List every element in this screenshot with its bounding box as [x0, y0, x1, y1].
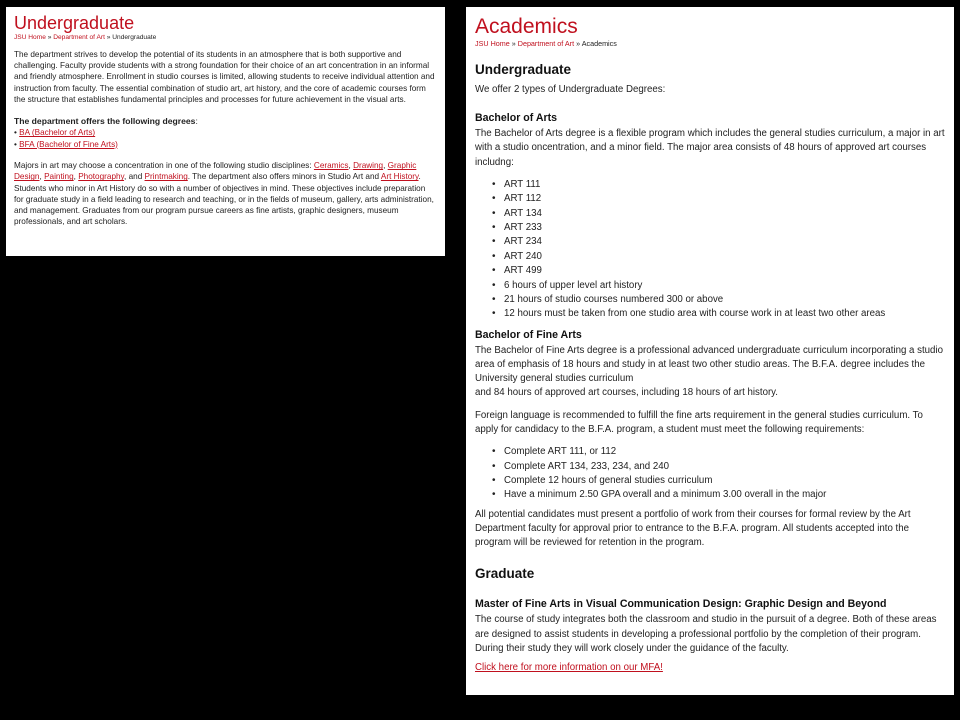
drawing-link[interactable]: Drawing: [353, 161, 384, 171]
mfa-info-link[interactable]: Click here for more information on our MFA!: [475, 661, 663, 673]
graphic-design-link[interactable]: Graphic Design: [14, 161, 417, 182]
bullet: •: [14, 128, 17, 138]
ba-requirement-item: • 12 hours must be taken from one studio area with course work in at least two other areas: [504, 307, 945, 321]
degrees-heading-colon: :: [195, 116, 198, 127]
degree-item-bfa: [14, 139, 437, 151]
bfa-requirement-item: • Have a minimum 2.50 GPA overall and a minimum 3.00 overall in the major: [504, 488, 945, 502]
graduate-heading: Graduate: [475, 566, 535, 582]
page-title: Undergraduate: [14, 13, 135, 33]
photography-link[interactable]: Photography: [78, 172, 125, 182]
majors-minors-text: . The department also offers minors in Studio Art and: [187, 172, 381, 182]
ceramics-link[interactable]: Ceramics: [313, 161, 349, 171]
ba-requirement-item: • 6 hours of upper level art history: [504, 279, 945, 293]
bfa-foreign-language-text: Foreign language is recommended to fulfill the fine arts requirement in the general studies curriculum. To apply for candidacy to the B.F.A. program, a student must meet the following requirements:: [475, 409, 923, 435]
ba-requirement-item: • ART 234: [504, 235, 945, 249]
mfa-link-line: [475, 661, 945, 675]
comma-text: ,: [73, 172, 79, 182]
bfa-heading: Bachelor of Fine Arts: [475, 328, 582, 341]
breadcrumb-separator: »: [104, 34, 113, 41]
ba-requirements-list: [475, 178, 945, 322]
painting-link[interactable]: Painting: [44, 172, 74, 182]
majors-paragraph: [14, 160, 437, 227]
bfa-portfolio-text: All potential candidates must present a portfolio of work from their courses for formal review by the Art Department faculty for approval prior to entrance to the B.F.A. program. All students accepted into the program will be reviewed for retention in the program.: [475, 508, 911, 549]
bfa-description-line1: The Bachelor of Fine Arts degree is a professional advanced undergraduate curriculum incorporating a studio area of emphasis of 18 hours and study in at least two other studio areas. The B.F.A. degree includes the University general studies curriculum: [475, 344, 943, 385]
breadcrumb-separator: »: [509, 39, 518, 48]
bfa-requirement-item: • Complete ART 111, or 112: [504, 445, 945, 459]
breadcrumb: [475, 38, 945, 49]
breadcrumb-current: Academics: [581, 39, 617, 48]
undergraduate-heading: Undergraduate: [475, 62, 572, 77]
and-text: , and: [124, 172, 145, 182]
academics-page-panel: [466, 7, 954, 695]
bfa-requirements-list: [475, 445, 945, 503]
bfa-description-line2: and 84 hours of approved art courses, including 18 hours of art history.: [475, 387, 778, 399]
undergraduate-intro: We offer 2 types of Undergraduate Degrees:: [475, 84, 666, 95]
ba-requirement-item: • ART 499: [504, 264, 945, 278]
breadcrumb-current: Undergraduate: [112, 34, 157, 41]
breadcrumb: [14, 33, 437, 42]
bfa-requirement-item: • Complete ART 134, 233, 234, and 240: [504, 460, 945, 474]
bfa-description: [475, 344, 945, 401]
ba-requirement-item: • 21 hours of studio courses numbered 300 or above: [504, 293, 945, 307]
breadcrumb-home-link[interactable]: JSU Home: [14, 34, 46, 41]
bullet: •: [14, 139, 17, 149]
ba-heading: Bachelor of Arts: [475, 112, 558, 125]
degree-item-ba: [14, 127, 437, 139]
art-history-link[interactable]: Art History: [380, 172, 419, 182]
degrees-heading: [14, 116, 437, 127]
comma-text: ,: [383, 161, 388, 171]
intro-paragraph: The department strives to develop the potential of its students in an atmosphere that is both supportive and challenging. Faculty provide students with a strong foundation for their choice of an art concentration in an informal and friendly atmosphere. Enrollment in studio courses is limited, allowing students to receive individual attention and instruction from faculty. The essential combination of studio art, art history, and the core of academic courses form the structure that establishes fundamental principles and processes for future achievement in the visual arts.: [14, 50, 435, 104]
mfa-description: The course of study integrates both the classroom and studio in the pursuit of a degree. Both of these areas are designed to assist students in developing a professional portfolio by the completion of their program. During their study they will work closely under the guidance of the faculty.: [475, 614, 937, 654]
ba-requirement-item: • ART 134: [504, 207, 945, 221]
majors-intro-text: Majors in art may choose a concentration in one of the following studio disciplines:: [14, 161, 314, 171]
breadcrumb-dept-link[interactable]: Department of Art: [53, 34, 105, 41]
breadcrumb-dept-link[interactable]: Department of Art: [517, 39, 575, 48]
comma-text: ,: [348, 161, 354, 171]
page-title: Academics: [475, 15, 578, 38]
ba-description: The Bachelor of Arts degree is a flexible program which includes the general studies curriculum, a major in art with a studio oncentration, and a minor field. The major area consists of 48 hours of approved art courses includng:: [475, 128, 945, 168]
ba-requirement-item: • ART 233: [504, 221, 945, 235]
breadcrumb-separator: »: [45, 34, 54, 41]
printmaking-link[interactable]: Printmaking: [144, 172, 188, 182]
undergraduate-page-panel: [6, 7, 445, 256]
ba-degree-link[interactable]: BA (Bachelor of Arts): [19, 128, 96, 138]
mfa-heading: Master of Fine Arts in Visual Communication Design: Graphic Design and Beyond: [475, 598, 887, 611]
degrees-heading-text: The department offers the following degrees: [14, 116, 196, 127]
breadcrumb-home-link[interactable]: JSU Home: [475, 39, 510, 48]
ba-requirement-item: • ART 111: [504, 178, 945, 192]
ba-requirement-item: • ART 112: [504, 192, 945, 206]
bfa-requirement-item: • Complete 12 hours of general studies curriculum: [504, 474, 945, 488]
breadcrumb-separator: »: [574, 39, 582, 48]
bfa-degree-link[interactable]: BFA (Bachelor of Fine Arts): [19, 139, 118, 149]
majors-outro-text: . Students who minor in Art History do so with a number of objectives in mind. These objectives include preparation for graduate study in a field leading to research and teaching, or in the fields of museum, gallery, arts administration, and management. Graduates from our program pursue careers as fine artists, graphic designers, museum professionals, and art scholars.: [14, 172, 434, 227]
ba-requirement-item: • ART 240: [504, 250, 945, 264]
comma-text: ,: [39, 172, 45, 182]
